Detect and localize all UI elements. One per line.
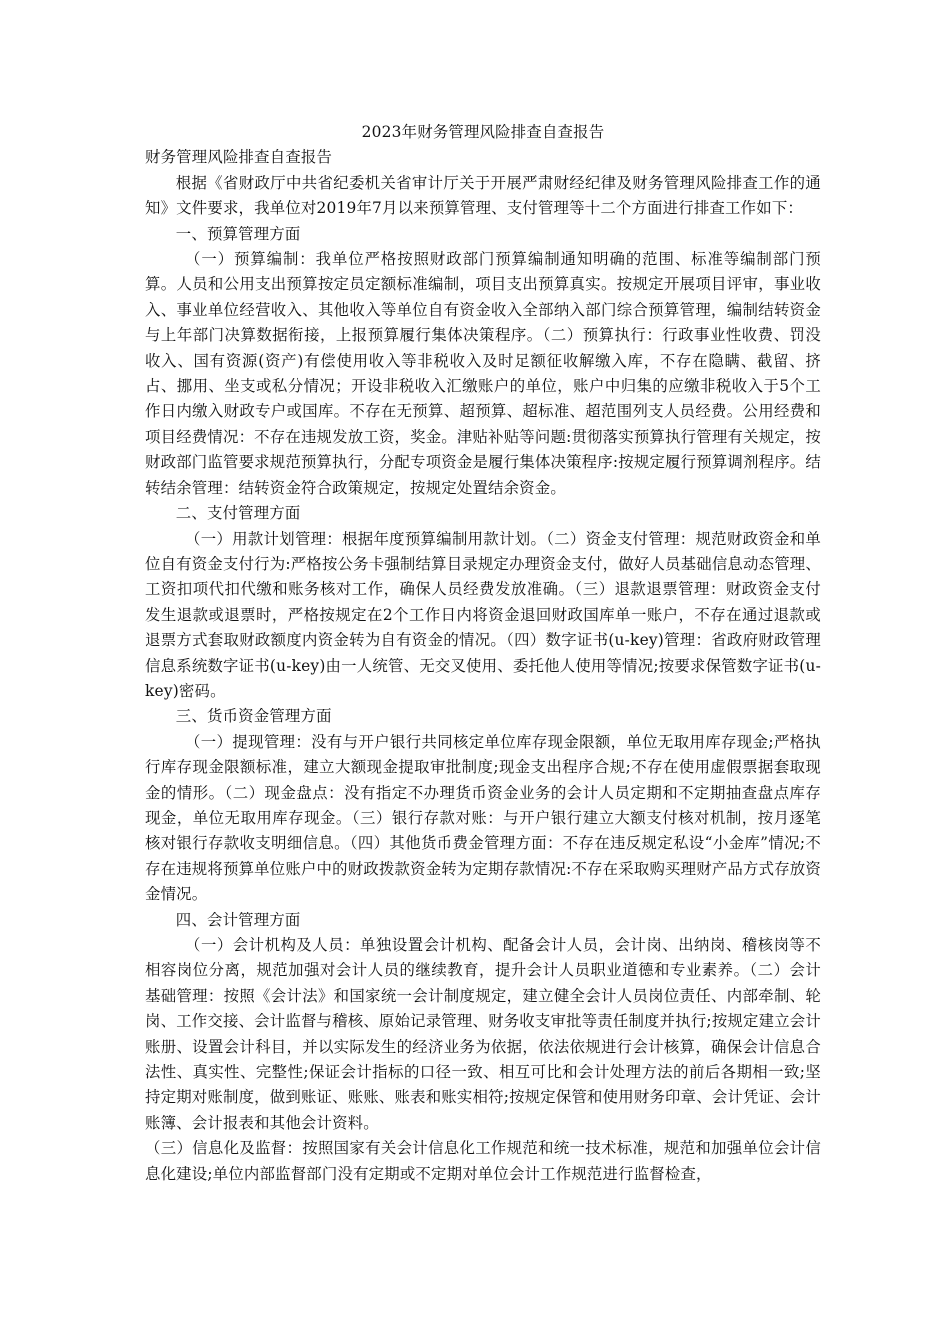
- section-body-budget: （一）预算编制：我单位严格按照财政部门预算编制通知明确的范围、标准等编制部门预算。人员和公用支出预算按定员定额标准编制，项目支出预算真实。按规定开展项目评审，事业收入、事业单位经营收入、其他收入等单位自有资金收入全部纳入部门综合预算管理，编制结转资金与上年部门决算数据衔接，上报预算履行集体决策程序。（二）预算执行：行政事业性收费、罚没收入、国有资源(资产)有偿使用收入等非税收入及时足额征收解缴入库，不存在隐瞒、截留、挤占、挪用、坐支或私分情况；开设非税收入汇缴账户的单位，账户中归集的应缴非税收入于5个工作日内缴入财政专户或国库。不存在无预算、超预算、超标准、超范围列支人员经费。公用经费和项目经费情况：不存在违规发放工资，奖金。津贴补贴等问题:贯彻落实预算执行管理有关规定，按财政部门监管要求规范预算执行，分配专项资金是履行集体决策程序:按规定履行预算调剂程序。结转结余管理：结转资金符合政策规定，按规定处置结余资金。: [145, 250, 821, 497]
- intro-paragraph: 根据《省财政厅中共省纪委机关省审计厅关于开展严肃财经纪律及财务管理风险排查工作的通知》文件要求，我单位对2019年7月以来预算管理、支付管理等十二个方面进行排查工作如下：: [145, 173, 821, 218]
- section-heading-cash: 三、货币资金管理方面: [175, 707, 332, 726]
- section-body-accounting: （一）会计机构及人员：单独设置会计机构、配备会计人员，会计岗、出纳岗、稽核岗等不相容岗位分离，规范加强对会计人员的继续教育，提升会计人员职业道德和专业素养。（二）会计基础管理：按照《会计法》和国家统一会计制度规定，建立健全会计人员岗位责任、内部牵制、轮岗、工作交接、会计监督与稽核、原始记录管理、财务收支审批等责任制度并执行;按规定建立会计账册、设置会计科目，并以实际发生的经济业务为依据，依法依规进行会计核算，确保会计信息合法性、真实性、完整性;保证会计指标的口径一致、相互可比和会计处理方法的前后各期相一致;坚持定期对账制度，做到账证、账账、账表和账实相符;按规定保管和使用财务印章、会计凭证、会计账簿、会计报表和其他会计资料。: [145, 936, 821, 1132]
- section-heading-payment: 二、支付管理方面: [175, 504, 301, 523]
- section-body-accounting-continued: （三）信息化及监督：按照国家有关会计信息化工作规范和统一技术标准，规范和加强单位会计信息化建设;单位内部监督部门没有定期或不定期对单位会计工作规范进行监督检查，: [145, 1139, 821, 1183]
- document-title: 2023年财务管理风险排查自查报告: [361, 123, 605, 141]
- section-heading-accounting: 四、会计管理方面: [175, 910, 301, 929]
- section-heading-budget: 一、预算管理方面: [175, 224, 301, 243]
- section-body-payment: （一）用款计划管理：根据年度预算编制用款计划。（二）资金支付管理：规范财政资金和单位自有资金支付行为:严格按公务卡强制结算目录规定办理资金支付，做好人员基础信息动态管理、工资扣项代扣代缴和账务核对工作，确保人员经费发放准确。（三）退款退票管理：财政资金支付发生退款或退票时，严格按规定在2个工作日内将资金退回财政国库单一账户，不存在通过退款或退票方式套取财政额度内资金转为自有资金的情况。（四）数字证书(u-key)管理：省政府财政管理信息系统数字证书(u-key)由一人统管、无交叉使用、委托他人使用等情况;按要求保管数字证书(u-key)密码。: [145, 529, 821, 700]
- document-subtitle: 财务管理风险排查自查报告: [145, 148, 333, 167]
- document-body: [145, 120, 821, 1187]
- section-body-cash: （一）提现管理：没有与开户银行共同核定单位库存现金限额，单位无取用库存现金;严格执行库存现金限额标准，建立大额现金提取审批制度;现金支出程序合规;不存在使用虚假票据套取现金的情形。（二）现金盘点：没有指定不办理货币资金业务的会计人员定期和不定期抽查盘点库存现金，单位无取用库存现金。（三）银行存款对账：与开户银行建立大额支付核对机制，按月逐笔核对银行存款收支明细信息。（四）其他货币费金管理方面：不存在违反规定私设“小金库”情况;不存在违规将预算单位账户中的财政拨款资金转为定期存款情况:不存在采取购买理财产品方式存放资金情况。: [145, 732, 821, 904]
